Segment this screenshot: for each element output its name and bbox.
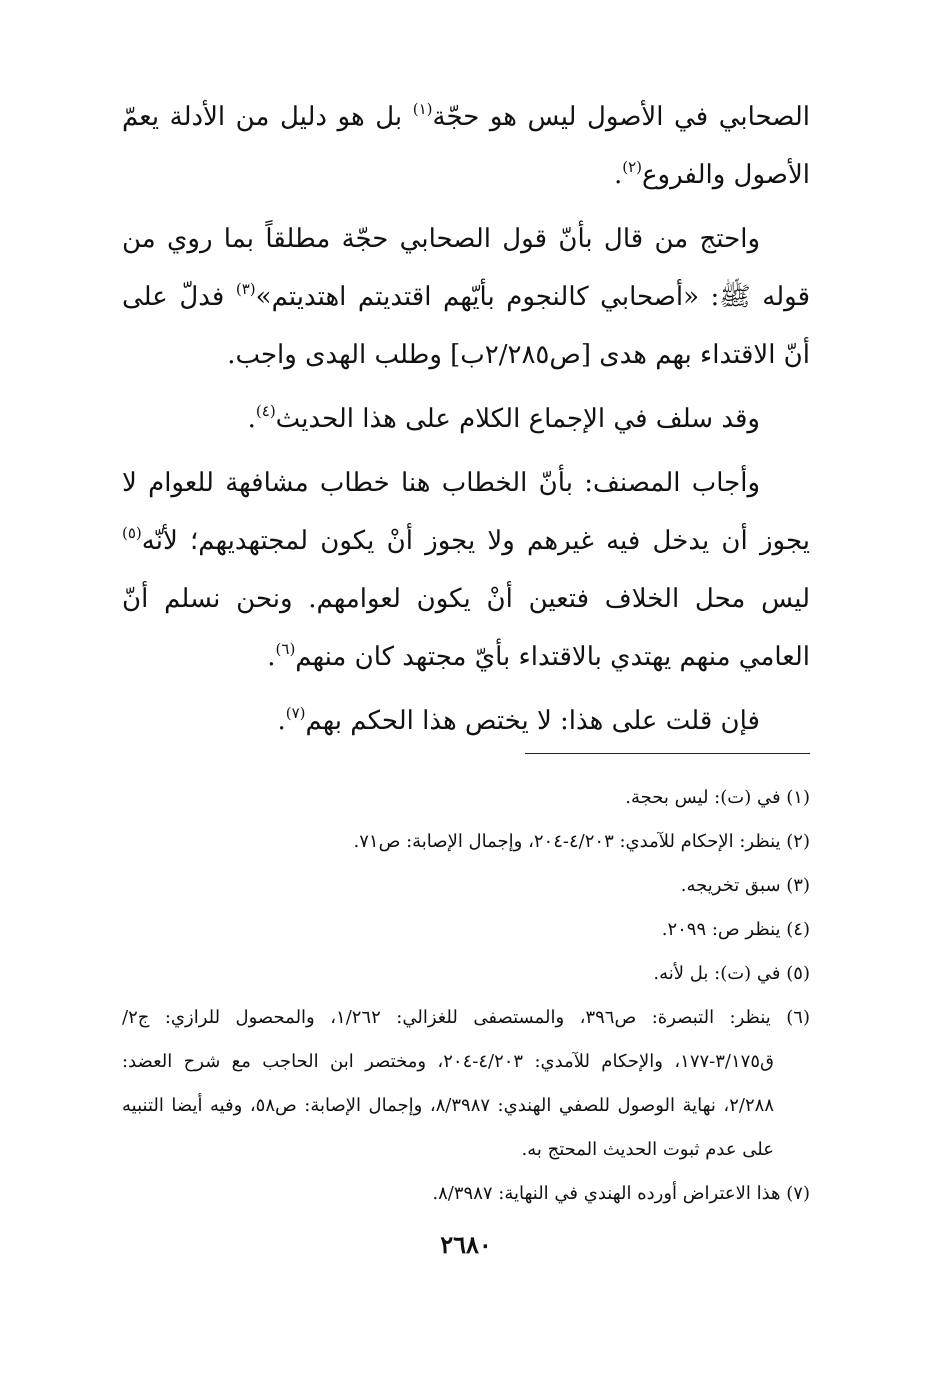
paragraph-text: الصحابي في الأصول ليس هو حجّة	[432, 102, 810, 132]
paragraph-text: .	[613, 160, 623, 190]
paragraph-text: بل هو دليل من الأدلة يعمّ الأصول والفروع	[122, 102, 810, 190]
footnote: (٢) ينظر: الإحكام للآمدي: ٤/٢٠٣-٢٠٤، وإجمال الإصابة: ص٧١.	[353, 831, 810, 852]
footnote-marker: (٧)	[285, 704, 306, 722]
footnotes	[122, 776, 810, 1216]
body-paragraph	[122, 454, 810, 686]
footnote: (٦) ينظر: التبصرة: ص٣٩٦، والمستصفى للغزالي: ١/٢٦٢، والمحصول للرازي: ج٢/ق٣/١٧٥-١٧٧، والإحكام للآمدي: ٤/٢٠٣-٢٠٤، ومختصر ابن الحاجب مع شرح العضد: ٢/٢٨٨، نهاية الوصول للصفي الهندي: ٨/٣٩٨٧، وإجمال الإصابة: ص٥٨، وفيه أيضا التنبيه على عدم ثبوت الحديث المحتج به.	[122, 1007, 810, 1160]
footnote: (٥) في (ت): بل لأنه.	[653, 963, 810, 984]
footnote-marker: (٦)	[275, 640, 296, 658]
paragraph-text: .	[247, 404, 256, 434]
footnote-marker: (٣)	[235, 280, 256, 298]
footnote: (٤) ينظر ص: ٢٠٩٩.	[661, 919, 810, 940]
footnote: (٧) هذا الاعتراض أورده الهندي في النهاية: ٨/٣٩٨٧.	[432, 1183, 810, 1204]
footnote-marker: (٤)	[255, 402, 276, 420]
body-paragraph	[122, 210, 810, 384]
footnote: (٣) سبق تخريجه.	[680, 875, 810, 896]
footnote-marker: (٢)	[622, 158, 643, 176]
paragraph-text: ليس محل الخلاف فتعين أنْ يكون لعوامهم. ونحن نسلم أنّ العامي منهم يهتدي بالاقتداء بأيّ مجتهد كان منهم	[122, 584, 810, 672]
footnote: (١) في (ت): ليس بحجة.	[625, 787, 810, 808]
page-number: ٢٦٨٠	[440, 1230, 492, 1259]
footnote-marker: (٥)	[122, 524, 142, 542]
paragraph-text: وأجاب المصنف: بأنّ الخطاب هنا خطاب مشافهة للعوام لا يجوز أن يدخل فيه غيرهم ولا يجوز أنْ يكون لمجتهديهم؛ لأنّه	[122, 468, 810, 556]
paragraph-text: فدلّ على أنّ الاقتداء بهم هدى [ص٢/٢٨٥ب] وطلب الهدى واجب.	[122, 282, 810, 370]
body-paragraph	[122, 692, 810, 750]
body-paragraph	[122, 390, 810, 448]
document-page	[122, 88, 810, 1318]
footnote-separator	[525, 753, 810, 754]
paragraph-text: .	[277, 706, 286, 736]
main-text	[122, 88, 810, 750]
footnote-marker: (١)	[412, 100, 433, 118]
paragraph-text: وقد سلف في الإجماع الكلام على هذا الحديث	[275, 404, 760, 434]
paragraph-text: فإن قلت على هذا: لا يختص هذا الحكم بهم	[305, 706, 760, 736]
paragraph-text: واحتج من قال بأنّ قول الصحابي حجّة مطلقاً بما روي من قوله ﷺ: «أصحابي كالنجوم بأيّهم اقتديتم اهتديتم»	[122, 224, 810, 312]
paragraph-text: .	[267, 642, 276, 672]
body-paragraph	[122, 88, 810, 204]
